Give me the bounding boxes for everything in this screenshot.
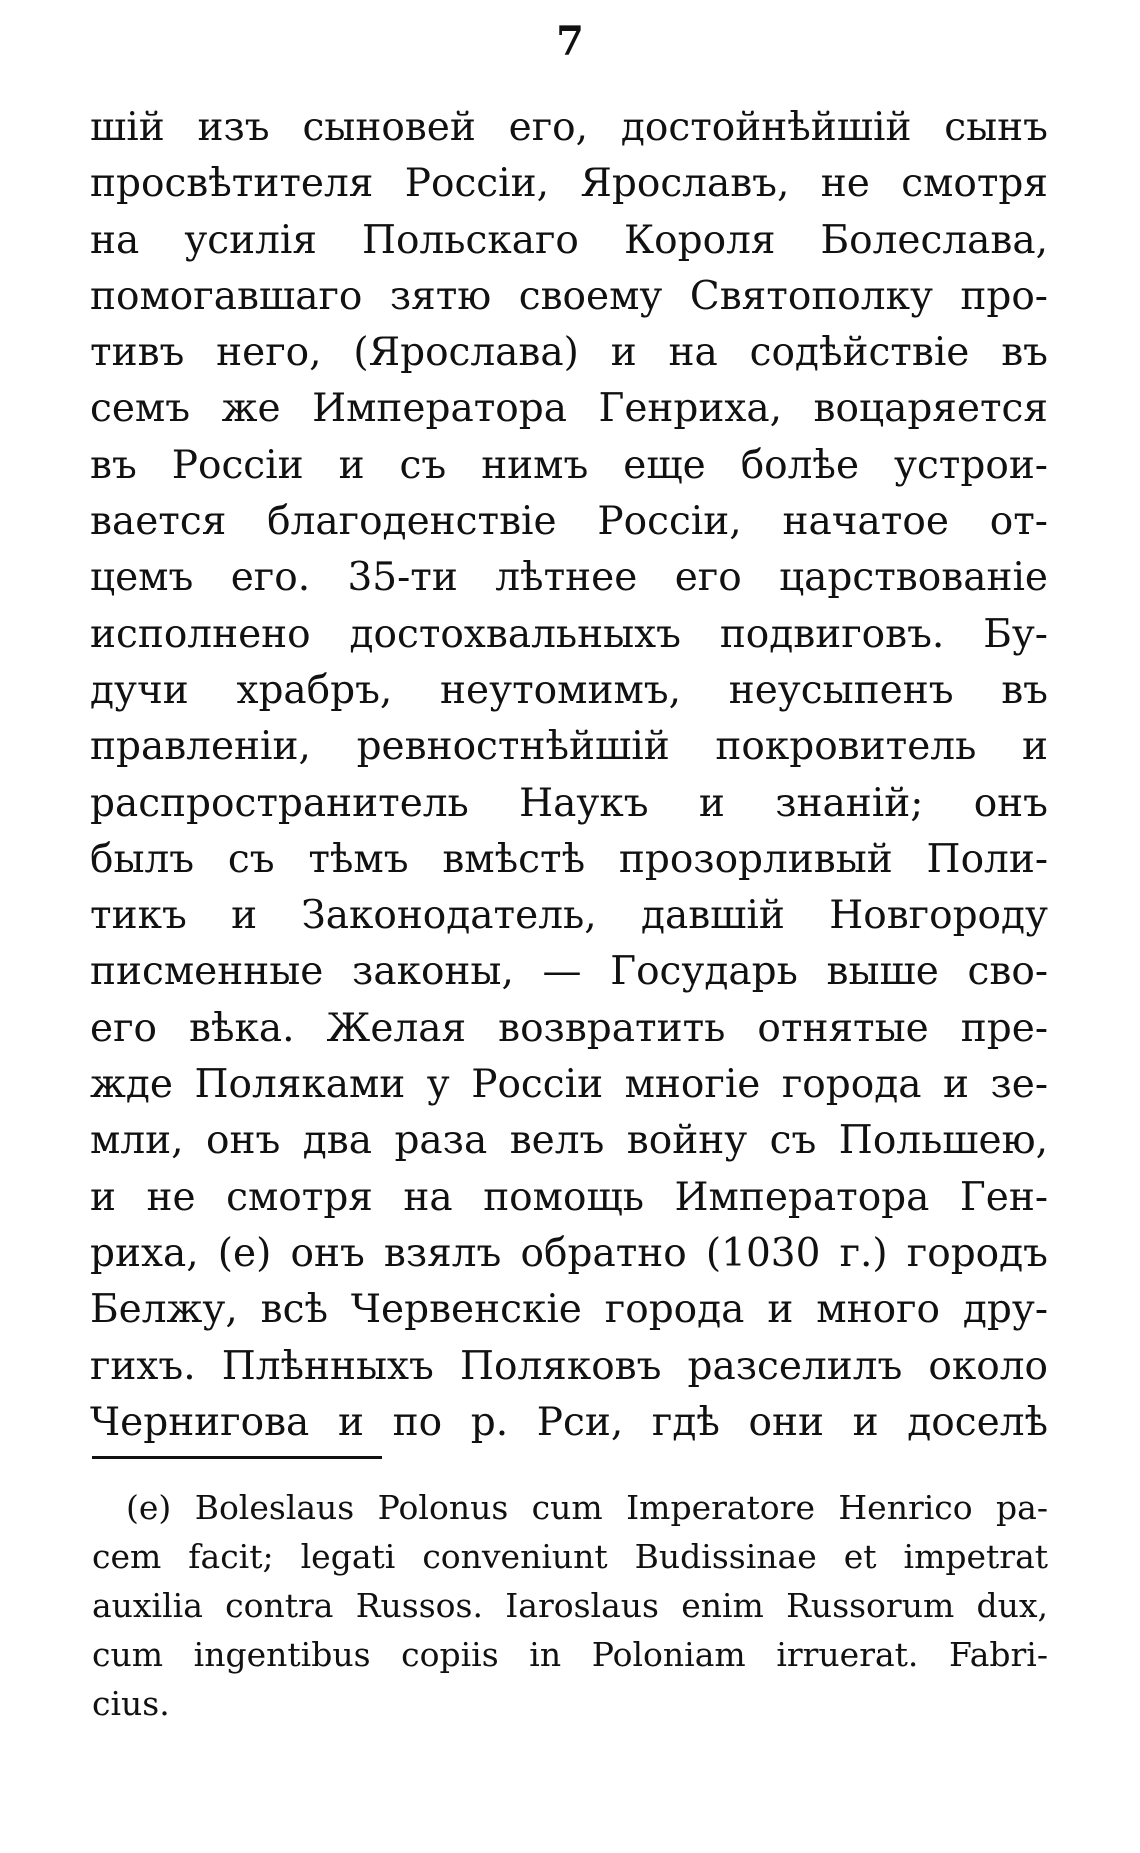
footnote-line: cum ingentibus copiis in Poloniam irruerat. Fabri- (92, 1635, 1048, 1674)
text-line: и не смотря на помощь Императора Ген- (90, 1174, 1048, 1220)
text-line: цемъ его. 35-ти лѣтнее его царствованіе (90, 555, 1048, 601)
text-line: писменные законы, — Государь выше сво- (90, 949, 1048, 995)
text-line: Чернигова и по р. Рси, гдѣ они и доселѣ (90, 1399, 1048, 1445)
text-line: мли, онъ два раза велъ войну съ Польшею, (90, 1118, 1048, 1164)
page-number: 7 (556, 18, 584, 65)
footnote-line: (е) Boleslaus Polonus cum Imperatore Henrico pa- (126, 1488, 1048, 1527)
text-line: тивъ него, (Ярослава) и на содѣйствіе въ (90, 330, 1048, 376)
text-line: семъ же Императора Генриха, воцаряется (90, 386, 1048, 432)
text-line: жде Поляками у Россіи многіе города и зе- (90, 1062, 1048, 1108)
text-line: риха, (е) онъ взялъ обратно (1030 г.) городъ (90, 1230, 1048, 1276)
text-line: шій изъ сыновей его, достойнѣйшій сынъ (90, 105, 1048, 150)
footnote-line: cem facit; legati conveniunt Budissinae et impetrat (92, 1537, 1048, 1576)
text-line: просвѣтителя Россіи, Ярославъ, не смотря (90, 161, 1048, 207)
text-line: въ Россіи и съ нимъ еще болѣе устрои- (90, 442, 1048, 488)
main-text (90, 100, 1048, 1451)
footnote-line: auxilia contra Russos. Iaroslaus enim Russorum dux, (92, 1586, 1048, 1625)
text-line: Белжу, всѣ Червенскіе города и много дру- (90, 1287, 1048, 1333)
text-line: гихъ. Плѣнныхъ Поляковъ разселилъ около (90, 1343, 1048, 1389)
footnote (92, 1483, 1048, 1728)
text-line: помогавшаго зятю своему Святополку про- (90, 273, 1048, 319)
footnote-line: cius. (92, 1684, 170, 1723)
text-line: вается благоденствіе Россіи, начатое от- (90, 499, 1048, 545)
text-line: исполнено достохвальныхъ подвиговъ. Бу- (90, 611, 1048, 657)
text-line: на усилія Польскаго Короля Болеслава, (90, 217, 1048, 263)
text-line: тикъ и Законодатель, давшій Новгороду (90, 893, 1048, 939)
text-line: дучи храбръ, неутомимъ, неусыпенъ въ (90, 667, 1048, 713)
text-line: его вѣка. Желая возвратить отнятые пре- (90, 1005, 1048, 1051)
text-line: правленіи, ревностнѣйшій покровитель и (90, 724, 1048, 770)
text-line: былъ съ тѣмъ вмѣстѣ прозорливый Поли- (90, 836, 1048, 882)
text-line: распространитель Наукъ и знаній; онъ (90, 780, 1048, 826)
footnote-separator (92, 1456, 382, 1459)
